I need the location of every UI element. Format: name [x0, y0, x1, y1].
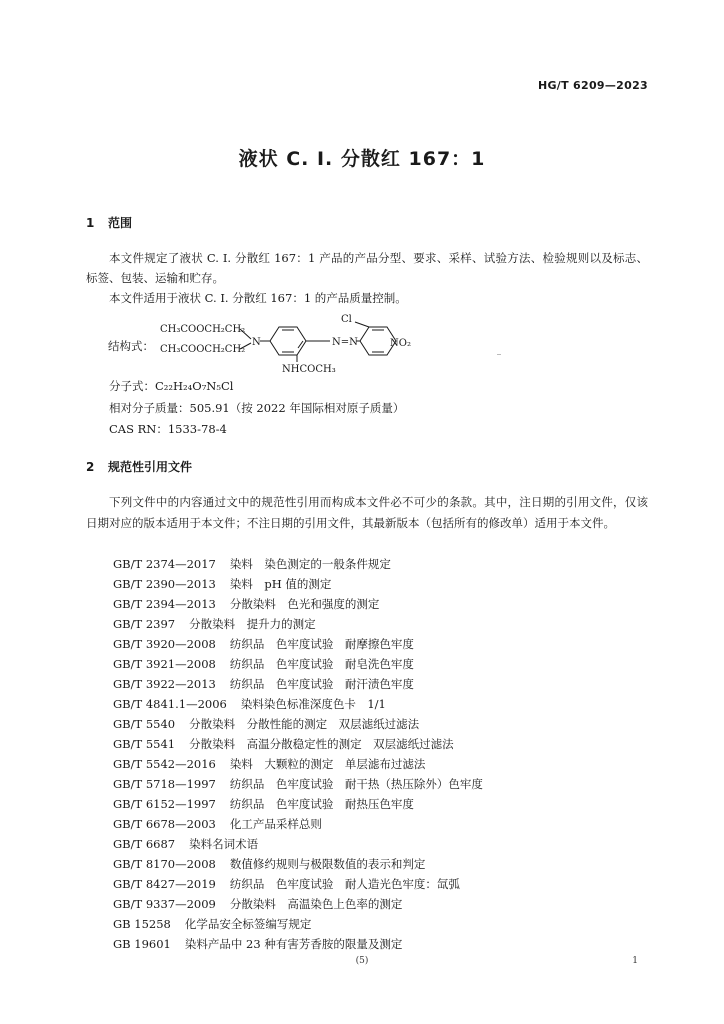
reference-title: 染料 大颗粒的测定 单层滤布过滤法 [229, 757, 426, 771]
reference-item [113, 636, 414, 652]
standard-number: HG/T 6209—2023 [537, 79, 648, 92]
section-1-heading [86, 214, 132, 231]
reference-title: 纺织品 色牢度试验 耐皂洗色牢度 [229, 657, 414, 671]
reference-title: 化工产品采样总则 [229, 817, 322, 831]
reference-item [113, 596, 379, 612]
reference-code: GB 15258 [113, 917, 171, 931]
reference-title: 纺织品 色牢度试验 耐热压色牢度 [229, 797, 414, 811]
reference-title: 数值修约规则与极限数值的表示和判定 [229, 857, 426, 871]
reference-code: GB/T 5542—2016 [113, 757, 216, 771]
references-intro: 下列文件中的内容通过文中的规范性引用而构成本文件必不可少的条款。其中，注日期的引用文件，仅该日期对应的版本适用于本文件；不注日期的引用文件，其最新版本（包括所有的修改单）适用于本文件。 [86, 495, 648, 530]
scope-paragraph-1: 本文件规定了液状 C. I. 分散红 167：1 产品的产品分型、要求、采样、试验方法、检验规则以及标志、标签、包装、运输和贮存。 [86, 251, 648, 285]
reference-code: GB/T 8427—2019 [113, 877, 216, 891]
reference-code: GB/T 2394—2013 [113, 597, 216, 611]
chloro-group: Cl [341, 314, 352, 325]
reference-title: 纺织品 色牢度试验 耐汗渍色牢度 [229, 677, 414, 691]
reference-code: GB/T 5540 [113, 717, 176, 731]
molecular-formula [109, 378, 233, 394]
reference-code: GB/T 6152—1997 [113, 797, 216, 811]
chain-top: CH₃COOCH₂CH₂ [160, 324, 246, 335]
reference-title: 分散染料 高温分散稳定性的测定 双层滤纸过滤法 [189, 737, 454, 751]
structural-formula [108, 310, 428, 376]
reference-code: GB/T 6687 [113, 837, 176, 851]
section-2-heading [86, 458, 192, 475]
reference-code: GB/T 9337—2009 [113, 897, 216, 911]
reference-code: GB/T 8170—2008 [113, 857, 216, 871]
reference-item [113, 776, 483, 792]
reference-item [113, 816, 322, 832]
section-title: 范围 [108, 216, 133, 230]
amide-group: NHCOCH₃ [282, 364, 336, 375]
reference-item [113, 716, 419, 732]
document-title: 液状 C. I. 分散红 167：1 [238, 148, 486, 170]
reference-title: 纺织品 色牢度试验 耐人造光色牢度：氙弧 [229, 877, 460, 891]
scope-paragraph-2: 本文件适用于液状 C. I. 分散红 167：1 的产品质量控制。 [109, 291, 407, 305]
page-number: 1 [632, 956, 638, 966]
reference-code: GB/T 2397 [113, 617, 176, 631]
azo-group: N=N [332, 337, 358, 348]
reference-code: GB/T 6678—2003 [113, 817, 216, 831]
formula-label: 分子式： [109, 379, 155, 393]
reference-title: 纺织品 色牢度试验 耐摩擦色牢度 [229, 637, 414, 651]
cas-number: CAS RN：1533-78-4 [109, 422, 227, 436]
reference-item [113, 876, 460, 892]
reference-item [113, 736, 454, 752]
formula-value: C₂₂H₂₄O₇N₅Cl [155, 379, 234, 393]
nitro-group: NO₂ [390, 338, 411, 349]
reference-title: 分散染料 提升力的测定 [189, 617, 316, 631]
reference-item [113, 576, 331, 592]
section-number: 2 [86, 460, 95, 474]
reference-item [113, 916, 311, 932]
reference-item [113, 696, 386, 712]
reference-code: GB/T 3920—2008 [113, 637, 216, 651]
benzene-ring-1 [270, 327, 306, 355]
reference-item [113, 796, 414, 812]
reference-title: 纺织品 色牢度试验 耐干热（热压除外）色牢度 [229, 777, 483, 791]
reference-title: 染料 pH 值的测定 [229, 577, 332, 591]
reference-code: GB/T 5541 [113, 737, 176, 751]
structure-diagram [108, 310, 428, 376]
reference-item [113, 836, 258, 852]
reference-title: 染料染色标准深度色卡 1/1 [240, 697, 386, 711]
reference-item [113, 676, 414, 692]
section-number: 1 [86, 216, 95, 230]
reference-item [113, 556, 391, 572]
page-label: (5) [355, 956, 369, 966]
reference-code: GB/T 3921—2008 [113, 657, 216, 671]
reference-item [113, 656, 414, 672]
scan-artifact [497, 354, 501, 355]
reference-item [113, 756, 425, 772]
reference-title: 染料 染色测定的一般条件规定 [229, 557, 391, 571]
reference-code: GB/T 5718—1997 [113, 777, 216, 791]
amine-n: N [252, 337, 261, 348]
molecular-mass: 相对分子质量：505.91（按 2022 年国际相对原子质量） [109, 401, 405, 415]
reference-code: GB 19601 [113, 937, 171, 951]
reference-code: GB/T 2390—2013 [113, 577, 216, 591]
reference-title: 化学品安全标签编写规定 [184, 917, 312, 931]
reference-code: GB/T 4841.1—2006 [113, 697, 227, 711]
reference-title: 染料产品中 23 种有害芳香胺的限量及测定 [184, 937, 403, 951]
reference-title: 分散染料 高温染色上色率的测定 [229, 897, 403, 911]
reference-title: 分散染料 分散性能的测定 双层滤纸过滤法 [189, 717, 420, 731]
reference-item [113, 896, 402, 912]
reference-code: GB/T 2374—2017 [113, 557, 216, 571]
reference-item [113, 856, 425, 872]
reference-item [113, 936, 402, 952]
reference-title: 分散染料 色光和强度的测定 [229, 597, 380, 611]
reference-title: 染料名词术语 [189, 837, 259, 851]
structure-label: 结构式： [108, 339, 154, 353]
reference-code: GB/T 3922—2013 [113, 677, 216, 691]
reference-item [113, 616, 316, 632]
chain-bottom: CH₃COOCH₂CH₂ [160, 344, 246, 355]
section-title: 规范性引用文件 [108, 460, 193, 474]
